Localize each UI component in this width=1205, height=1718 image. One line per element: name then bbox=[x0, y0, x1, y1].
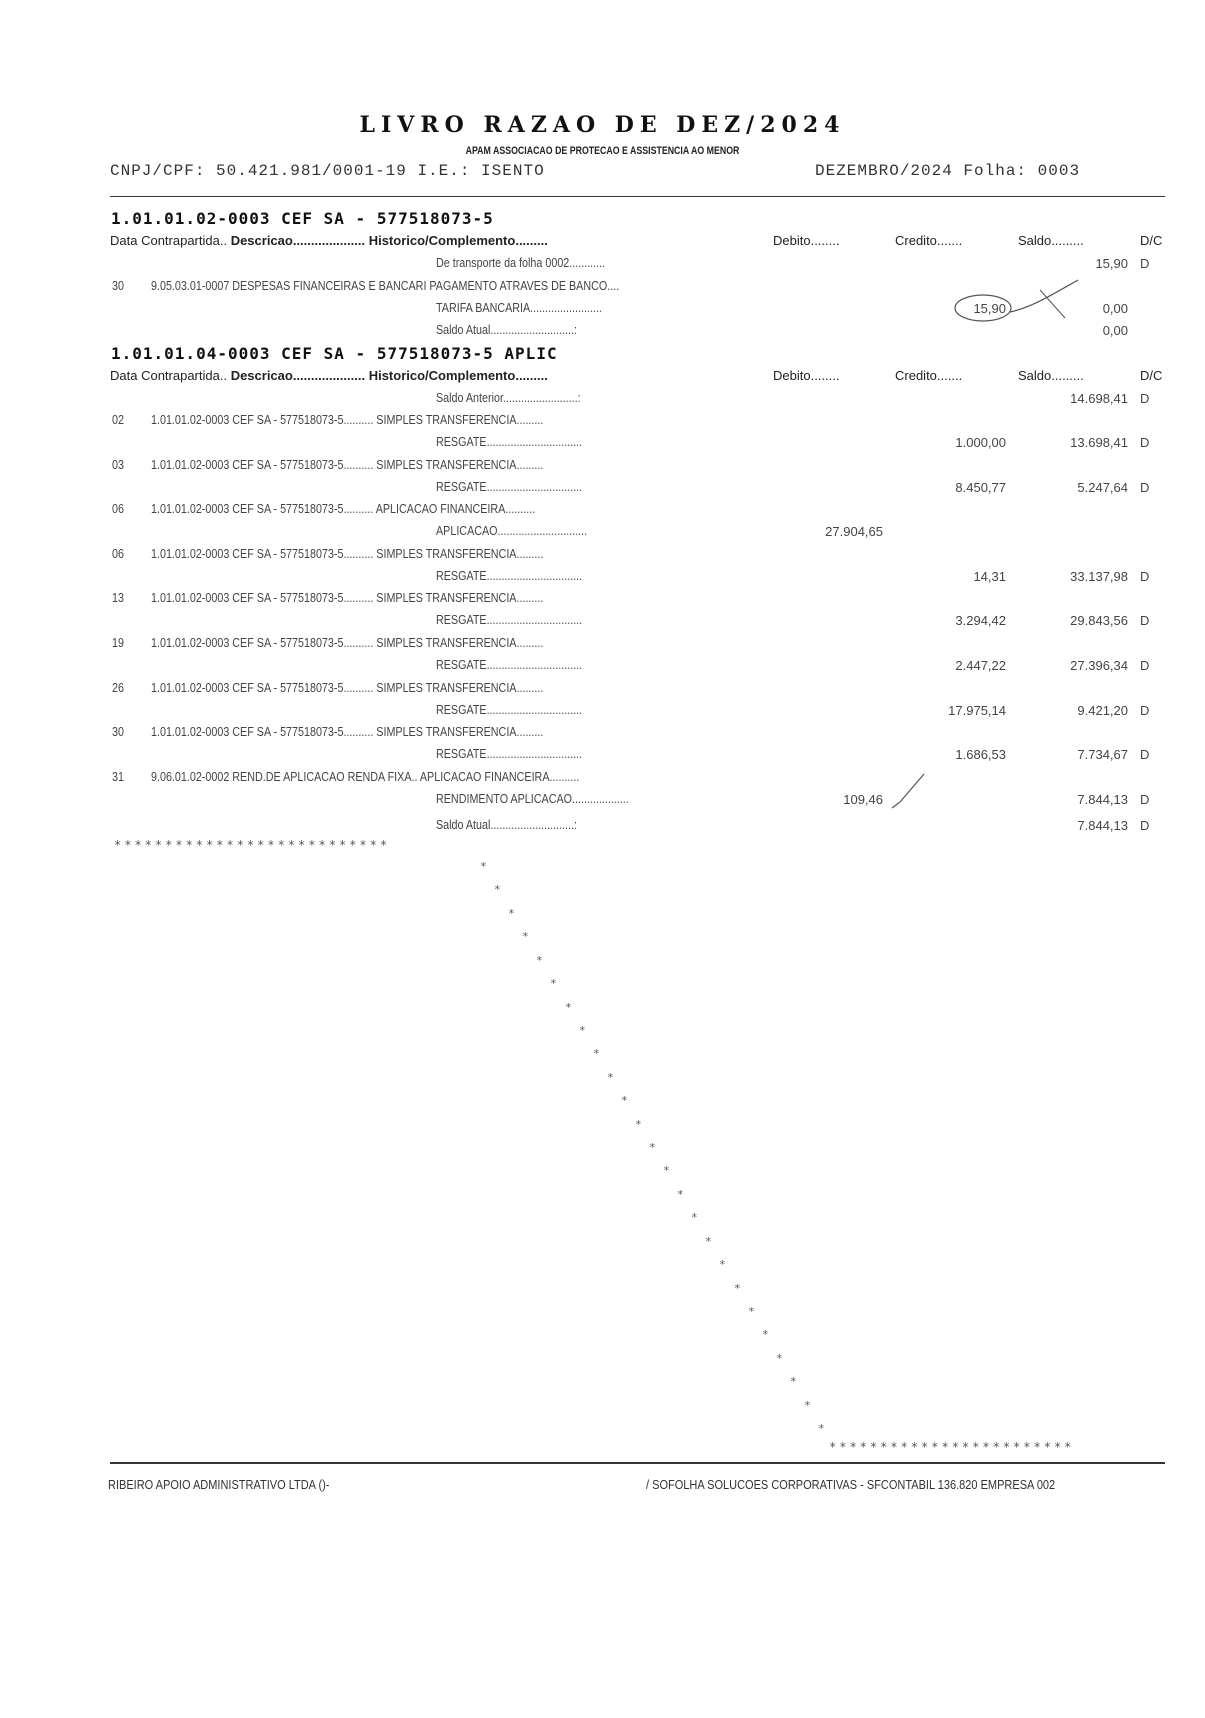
check-mark-handwriting bbox=[950, 278, 1090, 328]
entry-historico: RESGATE................................ bbox=[436, 480, 583, 494]
entry-credito: 1.686,53 bbox=[955, 747, 1006, 762]
footer-left: RIBEIRO APOIO ADMINISTRATIVO LTDA ()- bbox=[108, 1478, 330, 1492]
account-2-title: 1.01.01.04-0003 CEF SA - 577518073-5 APLIC bbox=[111, 344, 558, 363]
entry-historico: RESGATE................................ bbox=[436, 747, 583, 761]
transport-dc: D bbox=[1140, 256, 1150, 271]
transport-saldo: 15,90 bbox=[1095, 256, 1128, 271]
company-name: APAM ASSOCIACAO DE PROTECAO E ASSISTENCIA AO MENOR bbox=[465, 145, 740, 157]
entry-historico: RESGATE................................ bbox=[436, 435, 583, 449]
entry-historico: RESGATE................................ bbox=[436, 703, 583, 717]
closing-star: * bbox=[790, 1375, 797, 1388]
footer-right: / SOFOLHA SOLUCOES CORPORATIVAS - SFCONTABIL 136.820 EMPRESA 002 bbox=[646, 1478, 1056, 1492]
period-folha: DEZEMBRO/2024 Folha: 0003 bbox=[815, 162, 1081, 180]
col-debito: Debito........ bbox=[773, 233, 840, 248]
entry-day: 30 bbox=[112, 725, 124, 739]
saldo-atual-label: Saldo Atual............................: bbox=[436, 323, 578, 337]
entry-credito: 8.450,77 bbox=[955, 480, 1006, 495]
closing-star: * bbox=[607, 1071, 614, 1084]
footer-rule bbox=[110, 1462, 1165, 1464]
closing-star: * bbox=[748, 1305, 755, 1318]
entry-description: 1.01.01.02-0003 CEF SA - 577518073-5.......... APLICACAO FINANCEIRA.......... bbox=[151, 502, 536, 516]
entry-day: 02 bbox=[112, 413, 124, 427]
entry-dc: D bbox=[1140, 480, 1150, 495]
entry-day: 26 bbox=[112, 681, 124, 695]
page-title: LIVRO RAZAO DE DEZ/2024 bbox=[359, 112, 846, 138]
saldo-anterior-dc: D bbox=[1140, 391, 1150, 406]
closing-star: * bbox=[677, 1188, 684, 1201]
entry-description: 1.01.01.02-0003 CEF SA - 577518073-5.......... SIMPLES TRANSFERENCIA......... bbox=[151, 636, 544, 650]
account-1-title: 1.01.01.02-0003 CEF SA - 577518073-5 bbox=[111, 209, 494, 228]
entry-dc: D bbox=[1140, 747, 1150, 762]
closing-star: * bbox=[734, 1282, 741, 1295]
col-descricao: Descricao.................... bbox=[230, 233, 366, 248]
closing-star: * bbox=[621, 1094, 628, 1107]
entry-historico: RESGATE................................ bbox=[436, 613, 583, 627]
entry-description: 1.01.01.02-0003 CEF SA - 577518073-5.......... SIMPLES TRANSFERENCIA......... bbox=[151, 547, 544, 561]
entry-credito: 2.447,22 bbox=[955, 658, 1006, 673]
entry-saldo: 29.843,56 bbox=[1070, 613, 1128, 628]
entry-description: 1.01.01.02-0003 CEF SA - 577518073-5.......... SIMPLES TRANSFERENCIA......... bbox=[151, 725, 544, 739]
col-saldo-2: Saldo......... bbox=[1018, 368, 1084, 383]
closing-star: * bbox=[776, 1352, 783, 1365]
entry-description: 9.06.01.02-0002 REND.DE APLICACAO RENDA FIXA.. APLICACAO FINANCEIRA.......... bbox=[151, 770, 580, 784]
entry-day: 31 bbox=[112, 770, 124, 784]
col-historico: Historico/Complemento......... bbox=[368, 233, 548, 248]
entry-day: 30 bbox=[112, 279, 124, 293]
closing-star: * bbox=[705, 1235, 712, 1248]
saldo-atual-dc-2: D bbox=[1140, 818, 1150, 833]
entry-debito: 27.904,65 bbox=[825, 524, 883, 539]
saldo-atual-value: 0,00 bbox=[1102, 323, 1128, 338]
saldo-anterior-value: 14.698,41 bbox=[1070, 391, 1128, 406]
closing-star: * bbox=[494, 883, 501, 896]
entry-historico: APLICACAO.............................. bbox=[436, 524, 588, 538]
entry-dc: D bbox=[1140, 613, 1150, 628]
entry-credito: 14,31 bbox=[973, 569, 1006, 584]
closing-star: * bbox=[593, 1047, 600, 1060]
col-credito: Credito....... bbox=[895, 233, 963, 248]
entry-dc: D bbox=[1140, 435, 1150, 450]
entry-credito: 17.975,14 bbox=[948, 703, 1006, 718]
entry-description: 1.01.01.02-0003 CEF SA - 577518073-5.......... SIMPLES TRANSFERENCIA......... bbox=[151, 458, 544, 472]
entry-debito: 109,46 bbox=[843, 792, 883, 807]
entry-saldo: 27.396,34 bbox=[1070, 658, 1128, 673]
closing-star: * bbox=[635, 1118, 642, 1131]
entry-day: 03 bbox=[112, 458, 124, 472]
header-rule bbox=[110, 196, 1165, 197]
closing-star: * bbox=[691, 1211, 698, 1224]
col-prefix: Data Contrapartida.. bbox=[110, 233, 231, 248]
check-mark-debit bbox=[890, 772, 930, 812]
entry-saldo: 7.844,13 bbox=[1077, 792, 1128, 807]
entry-description: 9.05.03.01-0007 DESPESAS FINANCEIRAS E BANCARI PAGAMENTO ATRAVES DE BANCO.... bbox=[151, 279, 620, 293]
entry-historico: RESGATE................................ bbox=[436, 658, 583, 672]
col-dc-2: D/C bbox=[1140, 368, 1163, 383]
saldo-anterior-label: Saldo Anterior.........................: bbox=[436, 391, 581, 405]
col-saldo: Saldo......... bbox=[1018, 233, 1084, 248]
entry-historico: TARIFA BANCARIA........................ bbox=[436, 301, 602, 315]
closing-star: * bbox=[663, 1164, 670, 1177]
closing-star: * bbox=[565, 1001, 572, 1014]
closing-star: * bbox=[762, 1328, 769, 1341]
entry-description: 1.01.01.02-0003 CEF SA - 577518073-5.......... SIMPLES TRANSFERENCIA......... bbox=[151, 681, 544, 695]
entry-dc: D bbox=[1140, 658, 1150, 673]
closing-star: * bbox=[550, 977, 557, 990]
entry-saldo: 5.247,64 bbox=[1077, 480, 1128, 495]
entry-day: 19 bbox=[112, 636, 124, 650]
closing-star: * bbox=[579, 1024, 586, 1037]
col-dc: D/C bbox=[1140, 233, 1163, 248]
closing-stars-left: *************************** bbox=[114, 838, 391, 852]
entry-credito: 3.294,42 bbox=[955, 613, 1006, 628]
closing-star: * bbox=[719, 1258, 726, 1271]
cnpj-line: CNPJ/CPF: 50.421.981/0001-19 I.E.: ISENTO bbox=[110, 162, 545, 180]
saldo-atual-value-2: 7.844,13 bbox=[1077, 818, 1128, 833]
col-credito-2: Credito....... bbox=[895, 368, 963, 383]
closing-star: * bbox=[818, 1422, 825, 1435]
closing-star: * bbox=[804, 1399, 811, 1412]
entry-credito: 1.000,00 bbox=[955, 435, 1006, 450]
entry-description: 1.01.01.02-0003 CEF SA - 577518073-5.......... SIMPLES TRANSFERENCIA......... bbox=[151, 413, 544, 427]
entry-dc: D bbox=[1140, 792, 1150, 807]
entry-saldo: 9.421,20 bbox=[1077, 703, 1128, 718]
entry-day: 06 bbox=[112, 547, 124, 561]
entry-day: 13 bbox=[112, 591, 124, 605]
entry-saldo: 0,00 bbox=[1102, 301, 1128, 316]
col-debito-2: Debito........ bbox=[773, 368, 840, 383]
entry-dc: D bbox=[1140, 703, 1150, 718]
account-1-column-headers bbox=[110, 233, 548, 248]
entry-saldo: 33.137,98 bbox=[1070, 569, 1128, 584]
transport-label: De transporte da folha 0002............ bbox=[436, 256, 606, 270]
entry-saldo: 7.734,67 bbox=[1077, 747, 1128, 762]
entry-description: 1.01.01.02-0003 CEF SA - 577518073-5.......... SIMPLES TRANSFERENCIA......... bbox=[151, 591, 544, 605]
closing-star: * bbox=[508, 907, 515, 920]
entry-credito: 15,90 bbox=[973, 301, 1006, 316]
entry-day: 06 bbox=[112, 502, 124, 516]
account-2-column-headers: Data Contrapartida.. Descricao.................... Historico/Complemento......... bbox=[110, 368, 548, 383]
entry-saldo: 13.698,41 bbox=[1070, 435, 1128, 450]
closing-star: * bbox=[536, 954, 543, 967]
entry-dc: D bbox=[1140, 569, 1150, 584]
closing-star: * bbox=[480, 860, 487, 873]
entry-historico: RESGATE................................ bbox=[436, 569, 583, 583]
saldo-atual-label-2: Saldo Atual............................: bbox=[436, 818, 578, 832]
entry-historico: RENDIMENTO APLICACAO................... bbox=[436, 792, 629, 806]
closing-stars-right: ************************ bbox=[829, 1440, 1075, 1454]
closing-star: * bbox=[522, 930, 529, 943]
closing-star: * bbox=[649, 1141, 656, 1154]
